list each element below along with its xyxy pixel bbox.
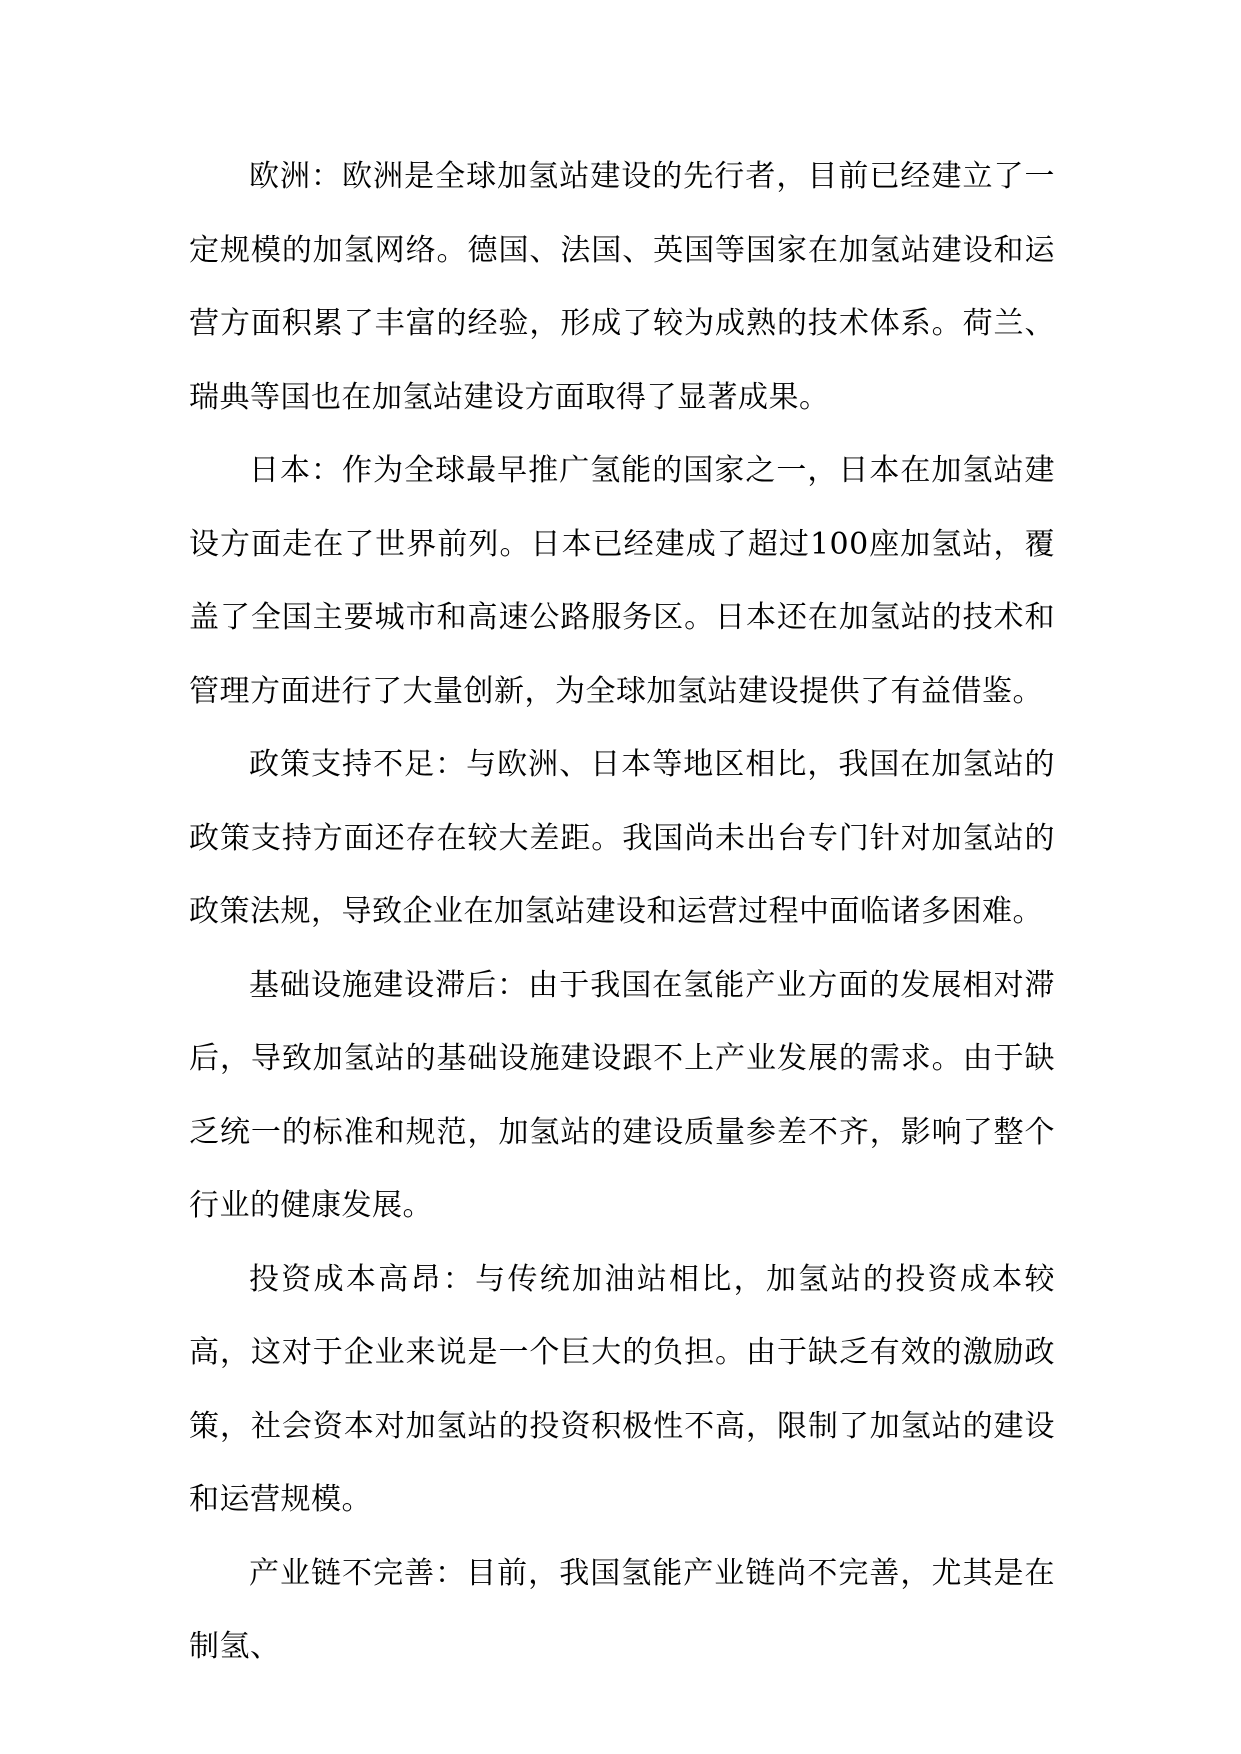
- paragraph-japan: 日本：作为全球最早推广氢能的国家之一，日本在加氢站建设方面走在了世界前列。日本已经建成了超过100座加氢站，覆盖了全国主要城市和高速公路服务区。日本还在加氢站的技术和管理方面进行了大量创新，为全球加氢站建设提供了有益借鉴。: [189, 453, 1055, 709]
- paragraph-europe: 欧洲：欧洲是全球加氢站建设的先行者，目前已经建立了一定规模的加氢网络。德国、法国、英国等国家在加氢站建设和运营方面积累了丰富的经验，形成了较为成熟的技术体系。荷兰、瑞典等国也在加氢站建设方面取得了显著成果。: [189, 159, 1055, 415]
- paragraph-investment-cost: 投资成本高昂：与传统加油站相比，加氢站的投资成本较高，这对于企业来说是一个巨大的负担。由于缺乏有效的激励政策，社会资本对加氢站的投资积极性不高，限制了加氢站的建设和运营规模。: [189, 1261, 1055, 1517]
- paragraph-industry-chain: 产业链不完善：目前，我国氢能产业链尚不完善，尤其是在制氢、: [189, 1555, 1055, 1664]
- paragraph-infrastructure: 基础设施建设滞后：由于我国在氢能产业方面的发展相对滞后，导致加氢站的基础设施建设跟不上产业发展的需求。由于缺乏统一的标准和规范，加氢站的建设质量参差不齐，影响了整个行业的健康发展。: [189, 967, 1055, 1223]
- document-body: [189, 140, 1055, 1684]
- paragraph-policy-support: 政策支持不足：与欧洲、日本等地区相比，我国在加氢站的政策支持方面还存在较大差距。我国尚未出台专门针对加氢站的政策法规，导致企业在加氢站建设和运营过程中面临诸多困难。: [189, 747, 1055, 929]
